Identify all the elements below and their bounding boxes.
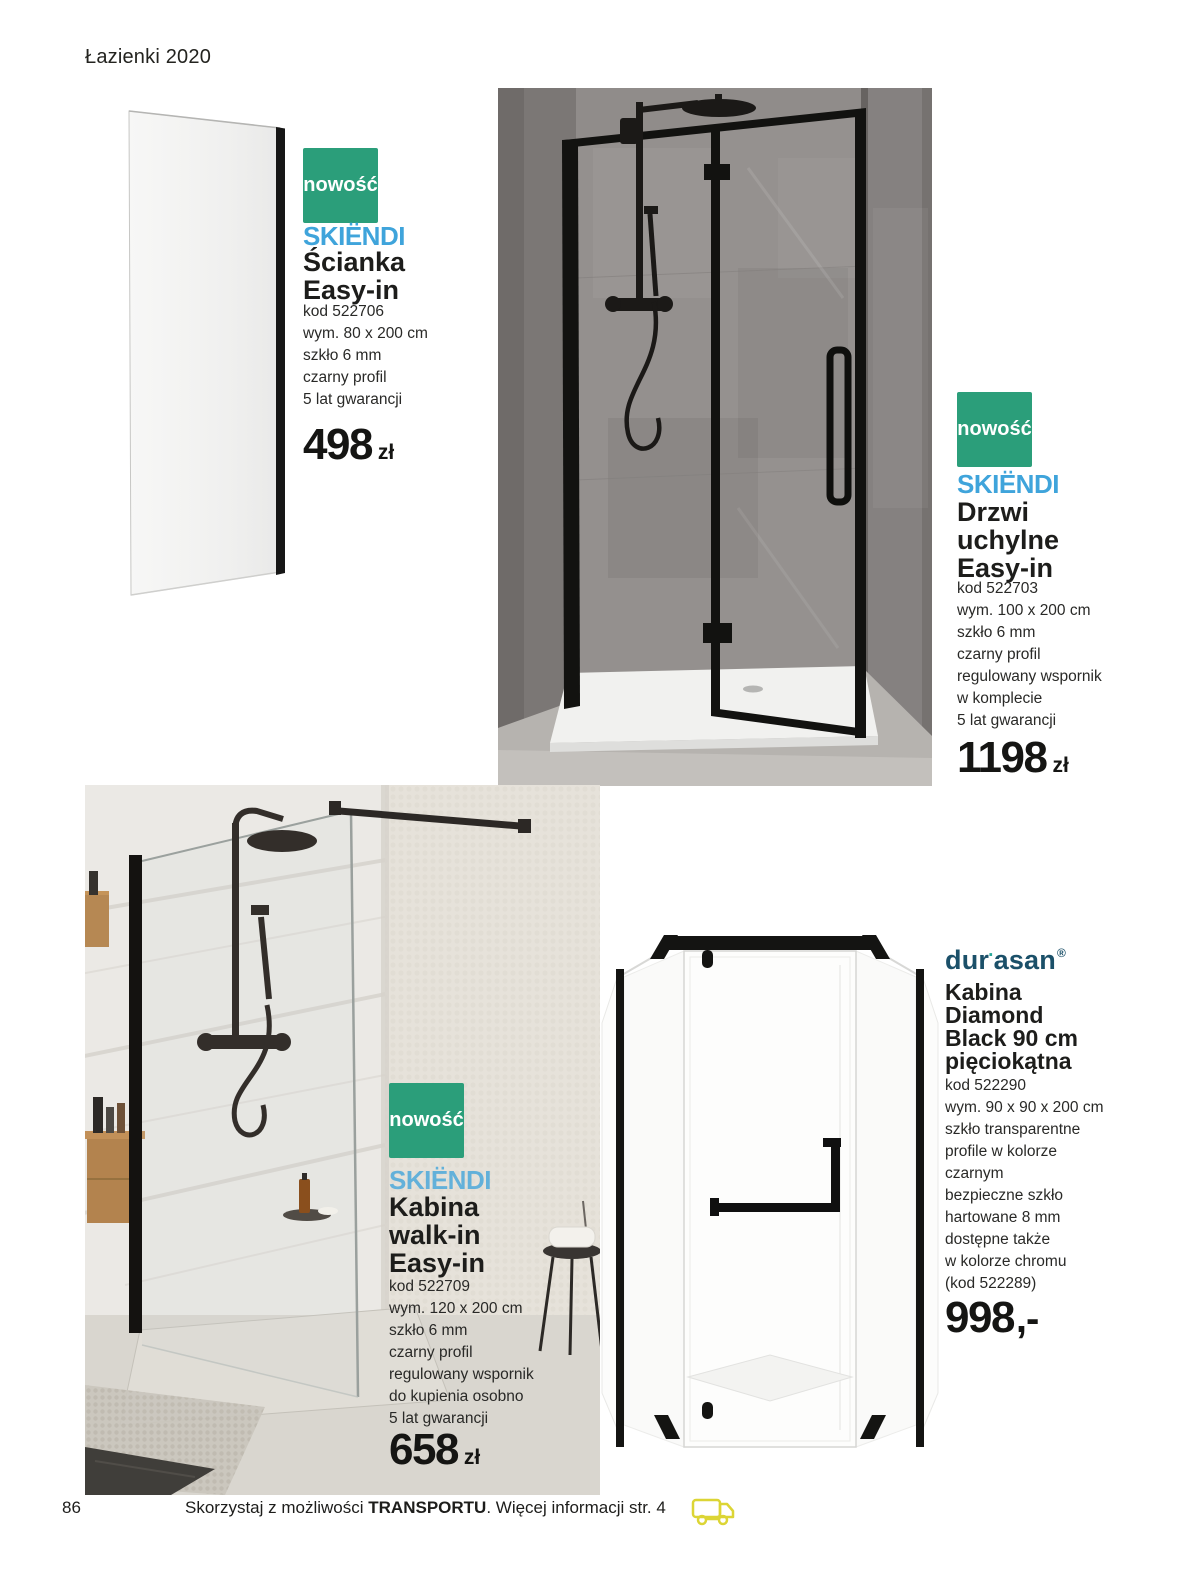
page-number: 86 xyxy=(62,1498,81,1517)
spec-line: 5 lat gwarancji xyxy=(389,1410,489,1427)
spec-line: czarnym xyxy=(945,1165,1004,1182)
product-price xyxy=(303,420,395,469)
durasan-logo-left: dur xyxy=(945,945,990,975)
spec-line: w kolorze chromu xyxy=(945,1253,1067,1270)
spec-line: hartowane 8 mm xyxy=(945,1209,1061,1226)
spec-line: bezpieczne szkło xyxy=(945,1187,1064,1204)
spec-line: kod 522290 xyxy=(945,1077,1027,1094)
price-amount: 658 xyxy=(389,1425,458,1474)
spec-line: szkło 6 mm xyxy=(957,624,1036,641)
footer-text-bold: TRANSPORTU xyxy=(368,1498,487,1517)
spec-line: wym. 100 x 200 cm xyxy=(957,602,1091,619)
product-title-line: Ścianka xyxy=(303,247,406,277)
spec-line: 5 lat gwarancji xyxy=(303,391,403,408)
durasan-logo-right: asan xyxy=(993,945,1056,975)
durasan-brand-logo xyxy=(945,945,1066,976)
spec-line: (kod 522289) xyxy=(945,1275,1037,1292)
spec-line: kod 522706 xyxy=(303,303,385,320)
glass-wall-panel-image xyxy=(118,105,298,645)
walkin-glass xyxy=(142,811,358,1397)
product-title xyxy=(945,981,1078,1073)
spec-line: czarny profil xyxy=(957,646,1041,663)
price-currency: ,- xyxy=(1015,1297,1039,1341)
spec-line: regulowany wspornik xyxy=(389,1366,534,1383)
spec-line: kod 522709 xyxy=(389,1278,471,1295)
price-amount: 1198 xyxy=(957,733,1047,782)
spec-line: szkło transparentne xyxy=(945,1121,1081,1138)
spec-line: wym. 120 x 200 cm xyxy=(389,1300,523,1317)
footer-transport-note xyxy=(185,1498,666,1518)
price-currency: zł xyxy=(463,1446,481,1469)
skiendi-brand-logo: SKIËNDI xyxy=(303,221,405,251)
spec-line: czarny profil xyxy=(303,369,387,386)
spec-line: szkło 6 mm xyxy=(303,347,382,364)
price-currency: zł xyxy=(377,441,395,464)
spec-line: kod 522703 xyxy=(957,580,1039,597)
new-badge: nowość xyxy=(957,392,1032,467)
registered-mark: ® xyxy=(1056,946,1067,960)
product-title-line: Kabina xyxy=(945,979,1022,1005)
product-price xyxy=(389,1425,481,1474)
skiendi-brand-logo: SKIËNDI xyxy=(389,1165,491,1195)
spec-line: w komplecie xyxy=(957,690,1043,707)
new-badge: nowość xyxy=(303,148,378,223)
new-badge: nowość xyxy=(389,1083,464,1158)
spec-line: regulowany wspornik xyxy=(957,668,1102,685)
product-specs xyxy=(957,578,1102,732)
spec-line: profile w kolorze xyxy=(945,1143,1057,1160)
shower-door-photo xyxy=(498,88,932,786)
product-title-line: Easy-in xyxy=(389,1248,486,1278)
product-title-line: uchylne xyxy=(957,525,1060,555)
footer-text-prefix: Skorzystaj z możliwości xyxy=(185,1498,369,1517)
delivery-van-icon xyxy=(690,1493,736,1531)
product-specs xyxy=(945,1075,1104,1295)
pentagon-cabin-product-image xyxy=(600,925,940,1485)
product-price xyxy=(945,1293,1039,1342)
footer-text-suffix: . Więcej informacji str. 4 xyxy=(486,1498,666,1517)
spec-line: szkło 6 mm xyxy=(389,1322,468,1339)
price-amount: 998 xyxy=(945,1293,1014,1342)
product-title-line: walk-in xyxy=(389,1220,481,1250)
skiendi-brand-logo: SKIËNDI xyxy=(957,469,1059,499)
spec-line: wym. 90 x 90 x 200 cm xyxy=(945,1099,1104,1116)
spec-line: wym. 80 x 200 cm xyxy=(303,325,428,342)
product-title-line: Easy-in xyxy=(957,553,1054,583)
product-title xyxy=(957,498,1059,582)
product-title xyxy=(389,1193,485,1277)
spec-line: dostępne także xyxy=(945,1231,1051,1248)
spec-line: 5 lat gwarancji xyxy=(957,712,1057,729)
product-title-line: pięciokątna xyxy=(945,1048,1072,1074)
product-price xyxy=(957,733,1069,782)
product-title-line: Drzwi xyxy=(957,497,1030,527)
price-amount: 498 xyxy=(303,420,372,469)
product-title-line: Easy-in xyxy=(303,275,400,305)
walkin-black-profile xyxy=(129,855,142,1333)
rain-shower-head xyxy=(247,830,317,852)
product-title xyxy=(303,248,405,304)
spec-line: do kupienia osobno xyxy=(389,1388,524,1405)
product-title-line: Kabina xyxy=(389,1192,480,1222)
panel-black-profile xyxy=(276,127,285,575)
durasan-logo-dot: · xyxy=(988,945,995,966)
product-title-line: Diamond xyxy=(945,1002,1044,1028)
product-title-line: Black 90 cm xyxy=(945,1025,1078,1051)
spec-line: czarny profil xyxy=(389,1344,473,1361)
product-specs xyxy=(303,301,428,411)
price-currency: zł xyxy=(1052,754,1069,777)
product-specs xyxy=(389,1276,534,1430)
page-title: Łazienki 2020 xyxy=(85,46,212,68)
